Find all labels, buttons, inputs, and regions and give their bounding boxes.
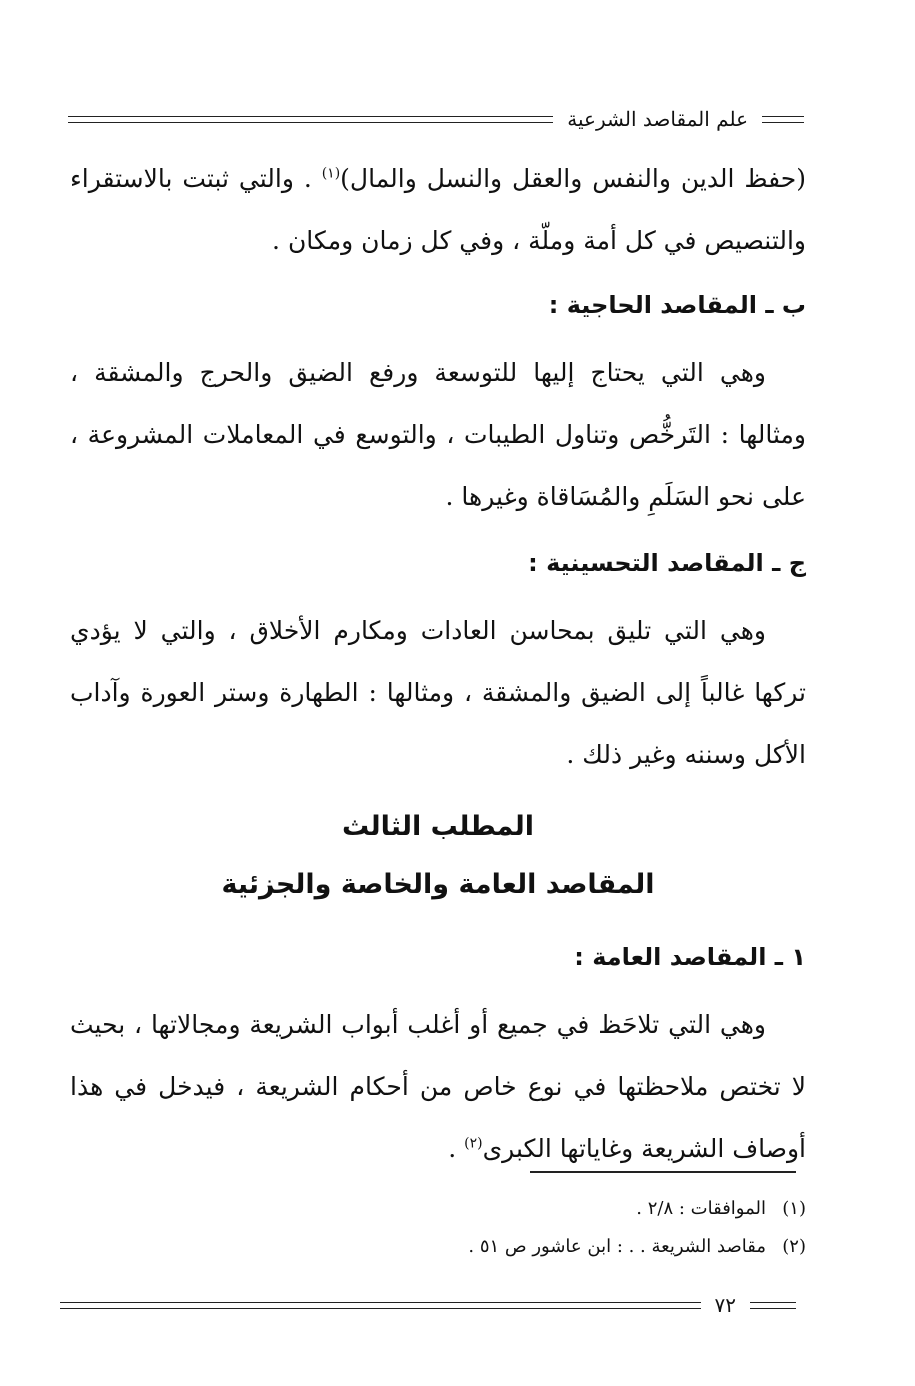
paragraph-text: . [448,1134,465,1163]
footnote-ref[interactable]: (١) [321,165,341,182]
subheading-hajiyat: ب ـ المقاصد الحاجية : [548,291,806,319]
running-header [68,104,804,134]
header-rule-long [68,116,553,123]
footnote-ref[interactable]: (٢) [464,1135,483,1152]
footnote-item [70,1228,806,1266]
header-rule-short [762,116,804,123]
footnote-number: (٢) [782,1236,806,1257]
section-title: المطلب الثالث [341,811,535,842]
footnotes [70,1190,806,1266]
running-header-title: علم المقاصد الشرعية [567,107,748,131]
paragraph-tahsiniyat: وهي التي تليق بمحاسن العادات ومكارم الأخلاق ، والتي لا يؤدي تركها غالباً إلى الضيق والمشقة ، ومثالها : الطهارة وستر العورة وآداب الأكل وسننه وغير ذلك . [70,616,806,769]
paragraph-text: . والتي ثبتت بالاستقراء والتنصيص في كل أمة وملّة ، وفي كل زمان ومكان . [70,164,806,255]
page-number: ٧٢ [714,1293,736,1317]
footnote-number: (١) [782,1198,806,1219]
paragraph-continued [70,148,806,272]
footer-rule-long [60,1302,701,1309]
section-subtitle: المقاصد العامة والخاصة والجزئية [221,869,655,900]
footnote-separator [530,1171,796,1173]
footnote-text: مقاصد الشريعة . . : ابن عاشور ص ٥١ . [468,1236,766,1257]
paragraph-text: وهي التي تلاحَظ في جميع أو أغلب أبواب الشريعة ومجالاتها ، بحيث لا تختص ملاحظتها في نوع خاص من أحكام الشريعة ، فيدخل في هذا أوصاف الشريعة وغاياتها الكبرى [70,1010,806,1163]
paragraph-general-objectives [70,994,806,1180]
footnote-item [70,1190,806,1228]
footer-rule-short [750,1302,796,1309]
paragraph-hajiyat: وهي التي يحتاج إليها للتوسعة ورفع الضيق والحرج والمشقة ، ومثالها : التَرخُّص وتناول الطيبات ، والتوسع في المعاملات المشروعة ، على نحو السَلَمِ والمُسَاقاة وغيرها . [70,358,806,511]
subheading-general-objectives: ١ ـ المقاصد العامة : [574,943,806,971]
running-footer [60,1292,796,1318]
subheading-tahsiniyat: ج ـ المقاصد التحسينية : [528,549,806,577]
footnote-text: الموافقات : ٢/٨ . [636,1198,766,1219]
paragraph-text: (حفظ الدين والنفس والعقل والنسل والمال) [340,164,806,193]
page-body [70,148,806,1180]
